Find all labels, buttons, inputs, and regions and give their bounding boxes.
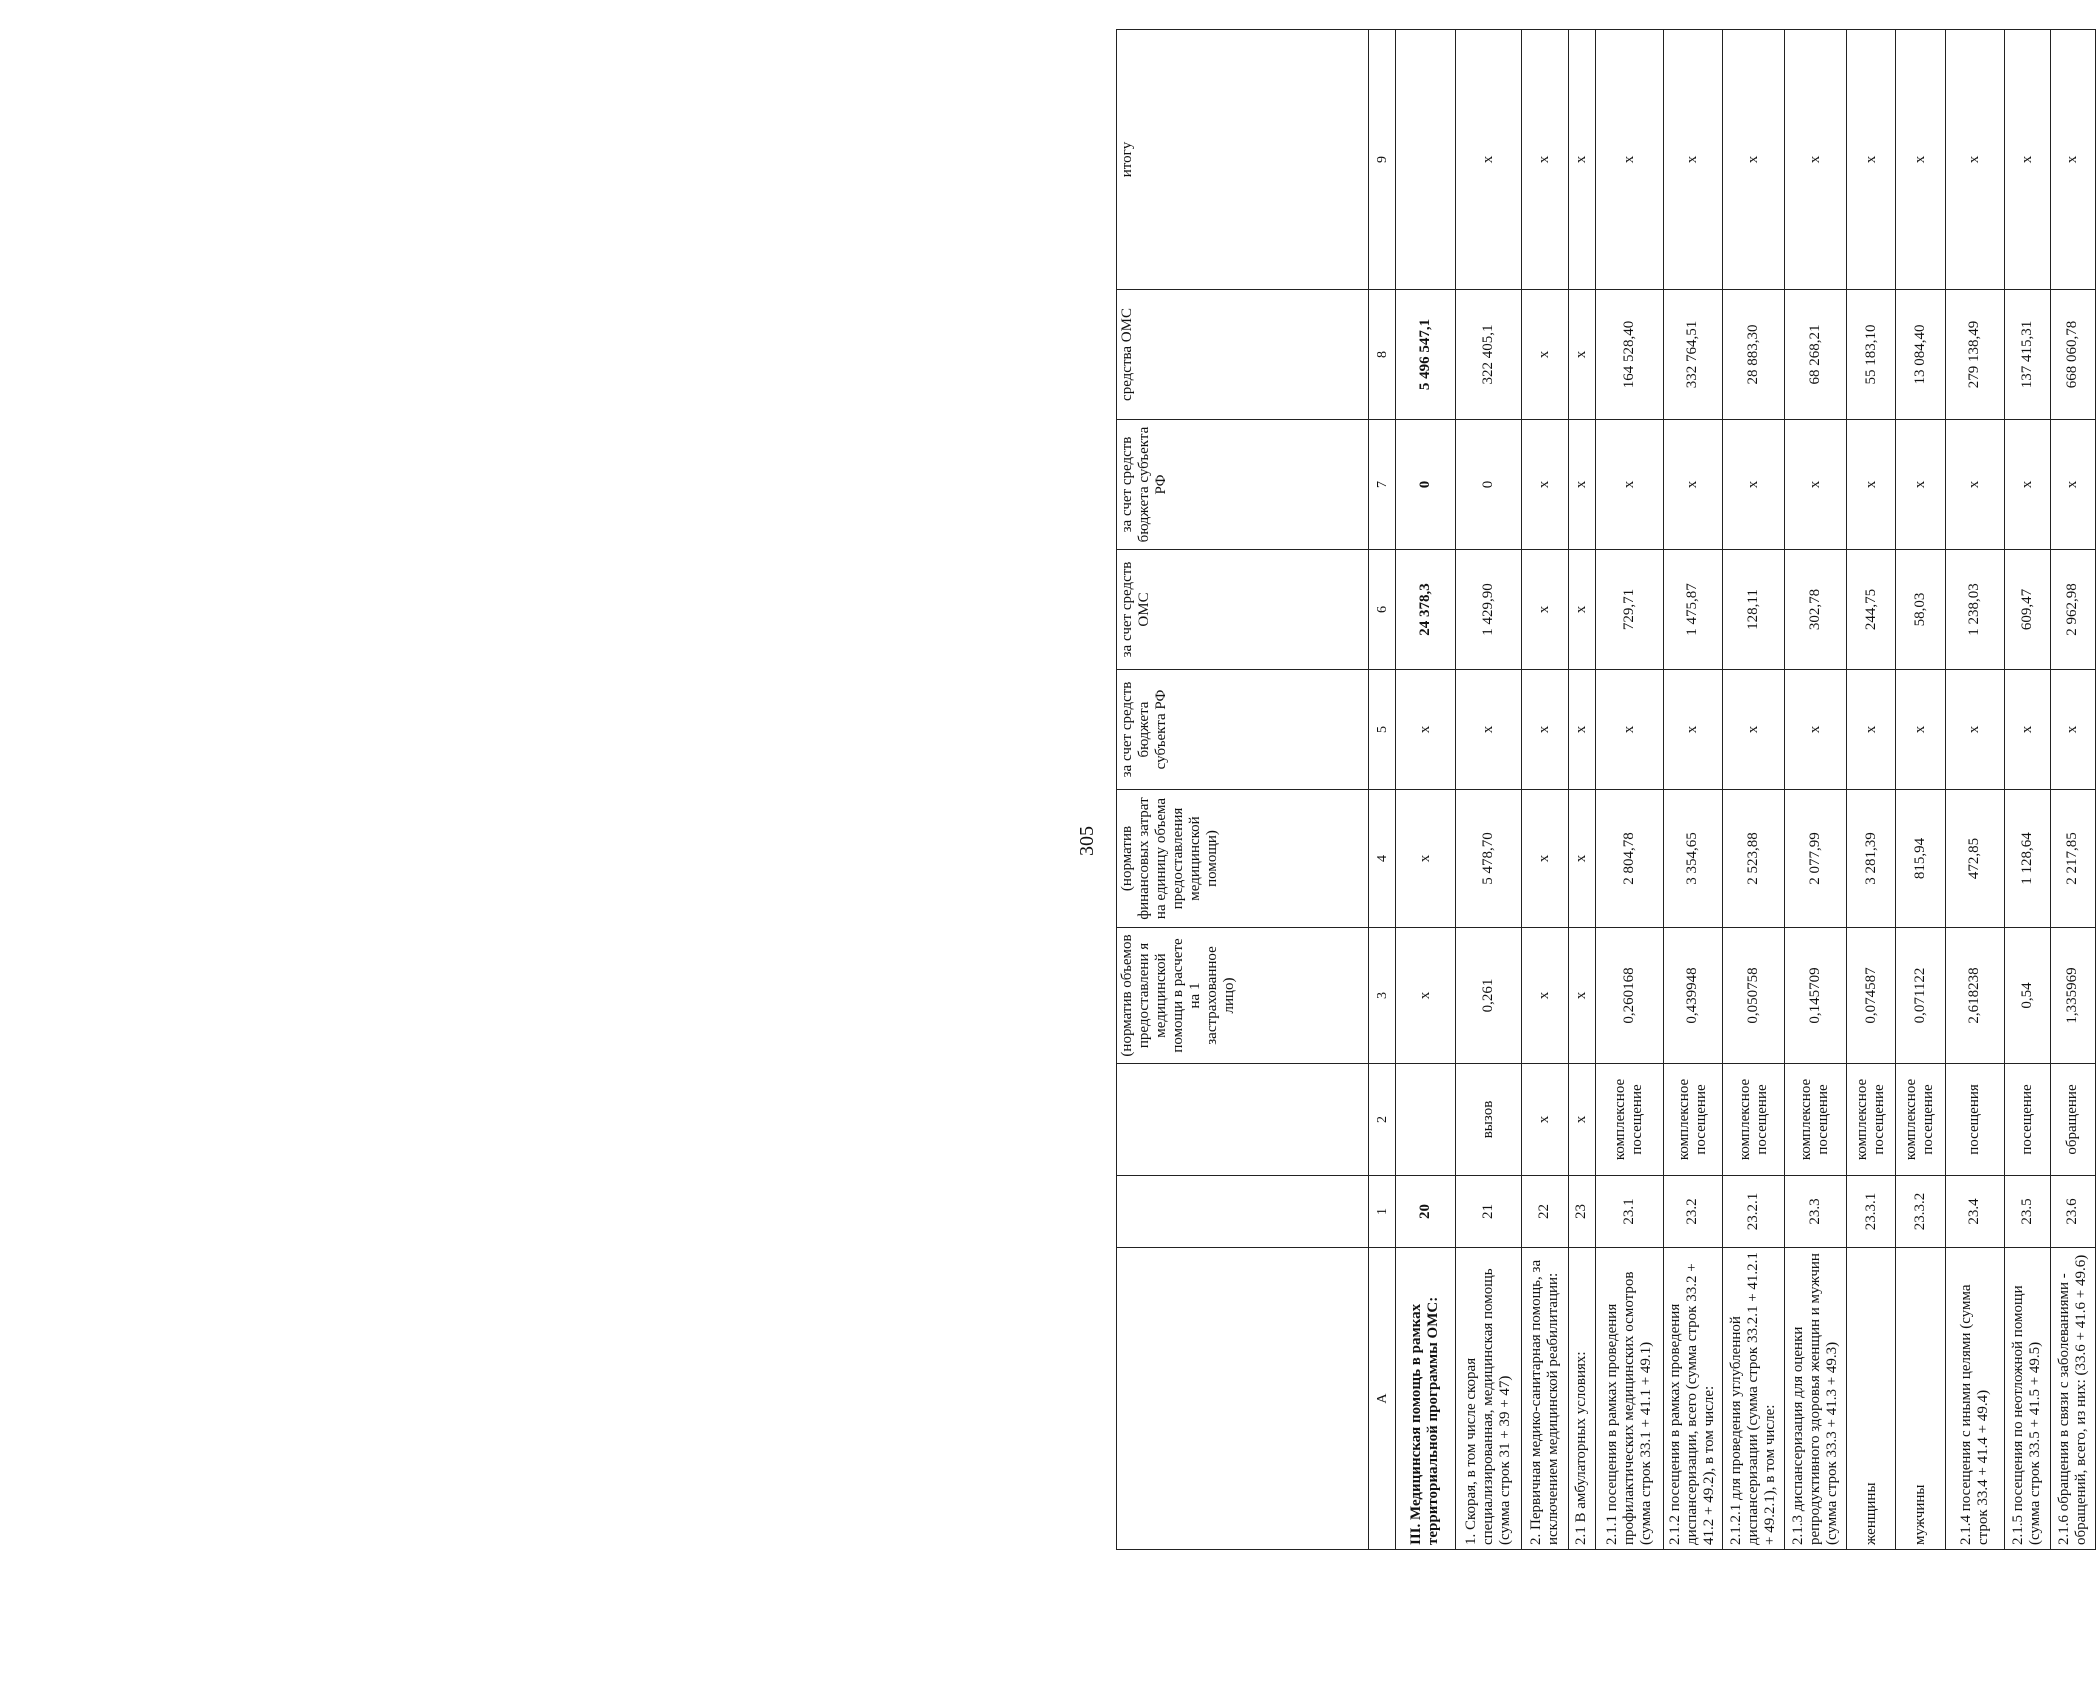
total-share: х bbox=[1521, 30, 1568, 290]
budget-per-capita: х bbox=[1595, 670, 1663, 790]
budget-per-capita: х bbox=[1521, 670, 1568, 790]
colnum: 3 bbox=[1369, 928, 1396, 1064]
column-numbers-row bbox=[1369, 30, 1396, 1550]
total-share: х bbox=[1896, 30, 1945, 290]
table-body bbox=[1395, 30, 2095, 1550]
row-description: 2.1.5 посещения по неотложной помощи (сумма строк 33.5 + 41.5 + 49.5) bbox=[2005, 1248, 2050, 1550]
budget-amount: х bbox=[2050, 420, 2095, 550]
row-description: женщины bbox=[1846, 1248, 1895, 1550]
row-description: 2.1 В амбулаторных условиях: bbox=[1568, 1248, 1595, 1550]
table-row bbox=[1785, 30, 1847, 1550]
cost-norm: 1 128,64 bbox=[2005, 790, 2050, 928]
row-description: 2.1.2.1 для проведения углубленной диспансеризации (сумма строк 33.2.1 + 41.2.1 + 49.2.1), в том числе: bbox=[1723, 1248, 1785, 1550]
header-col-3: (норматив объемов предоставлени я медицинской помощи в расчете на 1 застрахованное лицо) bbox=[1117, 928, 1369, 1064]
total-share: х bbox=[1595, 30, 1663, 290]
unit-of-measure: комплексное посещение bbox=[1846, 1064, 1895, 1176]
budget-amount: х bbox=[1785, 420, 1847, 550]
unit-of-measure: х bbox=[1568, 1064, 1595, 1176]
volume-norm: 0,145709 bbox=[1785, 928, 1847, 1064]
oms-amount: 137 415,31 bbox=[2005, 290, 2050, 420]
budget-per-capita: х bbox=[1896, 670, 1945, 790]
colnum: 6 bbox=[1369, 550, 1396, 670]
budget-amount: х bbox=[1945, 420, 2005, 550]
header-row bbox=[1117, 30, 1369, 1550]
row-description: 2.1.2 посещения в рамках проведения диспансеризации, всего (сумма строк 33.2 + 41.2 + 49.2), в том числе: bbox=[1663, 1248, 1723, 1550]
budget-amount: х bbox=[1896, 420, 1945, 550]
table-row bbox=[2050, 30, 2095, 1550]
oms-amount: 55 183,10 bbox=[1846, 290, 1895, 420]
oms-amount: х bbox=[1568, 290, 1595, 420]
volume-norm: 0,439948 bbox=[1663, 928, 1723, 1064]
header-col-1 bbox=[1117, 1176, 1369, 1248]
volume-norm: х bbox=[1568, 928, 1595, 1064]
budget-per-capita: х bbox=[1663, 670, 1723, 790]
row-number: 23.5 bbox=[2005, 1176, 2050, 1248]
budget-amount: х bbox=[1521, 420, 1568, 550]
header-col-2 bbox=[1117, 1064, 1369, 1176]
oms-per-capita: 1 238,03 bbox=[1945, 550, 2005, 670]
cost-norm: 3 354,65 bbox=[1663, 790, 1723, 928]
header-col-6: за счет средств ОМС bbox=[1117, 550, 1369, 670]
oms-amount: 68 268,21 bbox=[1785, 290, 1847, 420]
oms-per-capita: 244,75 bbox=[1846, 550, 1895, 670]
rotated-page-content bbox=[1116, 30, 2096, 1550]
total-share: х bbox=[2050, 30, 2095, 290]
budget-amount: х bbox=[1595, 420, 1663, 550]
cost-norm: х bbox=[1395, 790, 1455, 928]
header-col-8: средства ОМС bbox=[1117, 290, 1369, 420]
total-share: х bbox=[1663, 30, 1723, 290]
total-share bbox=[1395, 30, 1455, 290]
cost-norm: 5 478,70 bbox=[1455, 790, 1521, 928]
table-row bbox=[1945, 30, 2005, 1550]
row-number: 23.3 bbox=[1785, 1176, 1847, 1248]
unit-of-measure: вызов bbox=[1455, 1064, 1521, 1176]
table-row bbox=[1595, 30, 1663, 1550]
table-row bbox=[1455, 30, 1521, 1550]
table-row bbox=[2005, 30, 2050, 1550]
table-row bbox=[1846, 30, 1895, 1550]
header-col-4: (норматив финансовых затрат на единицу объема предоставления медицинской помощи) bbox=[1117, 790, 1369, 928]
volume-norm: 2,618238 bbox=[1945, 928, 2005, 1064]
row-description: 2.1.3 диспансеризация для оценки репродуктивного здоровья женщин и мужчин (сумма строк 33.3 + 41.3 + 49.3) bbox=[1785, 1248, 1847, 1550]
oms-per-capita: х bbox=[1521, 550, 1568, 670]
oms-per-capita: 302,78 bbox=[1785, 550, 1847, 670]
total-share: х bbox=[1455, 30, 1521, 290]
cost-norm: х bbox=[1568, 790, 1595, 928]
unit-of-measure: х bbox=[1521, 1064, 1568, 1176]
volume-norm: 0,074587 bbox=[1846, 928, 1895, 1064]
header-col-7: за счет средств бюджета субъекта РФ bbox=[1117, 420, 1369, 550]
row-number: 23 bbox=[1568, 1176, 1595, 1248]
table-row bbox=[1521, 30, 1568, 1550]
unit-of-measure bbox=[1395, 1064, 1455, 1176]
colnum: 8 bbox=[1369, 290, 1396, 420]
unit-of-measure: комплексное посещение bbox=[1785, 1064, 1847, 1176]
budget-per-capita: х bbox=[2050, 670, 2095, 790]
budget-per-capita: х bbox=[1395, 670, 1455, 790]
row-description: 2.1.4 посещения с иными целями (сумма строк 33.4 + 41.4 + 49.4) bbox=[1945, 1248, 2005, 1550]
unit-of-measure: посещения bbox=[1945, 1064, 2005, 1176]
oms-amount: 332 764,51 bbox=[1663, 290, 1723, 420]
volume-norm: 0,54 bbox=[2005, 928, 2050, 1064]
colnum: 1 bbox=[1369, 1176, 1396, 1248]
row-number: 23.3.2 bbox=[1896, 1176, 1945, 1248]
budget-amount: х bbox=[1723, 420, 1785, 550]
row-number: 22 bbox=[1521, 1176, 1568, 1248]
oms-per-capita: 58,03 bbox=[1896, 550, 1945, 670]
oms-per-capita: х bbox=[1568, 550, 1595, 670]
cost-norm: 815,94 bbox=[1896, 790, 1945, 928]
oms-per-capita: 609,47 bbox=[2005, 550, 2050, 670]
oms-amount: 668 060,78 bbox=[2050, 290, 2095, 420]
total-share: х bbox=[1945, 30, 2005, 290]
colnum: 2 bbox=[1369, 1064, 1396, 1176]
colnum: 4 bbox=[1369, 790, 1396, 928]
oms-per-capita: 128,11 bbox=[1723, 550, 1785, 670]
row-number: 23.6 bbox=[2050, 1176, 2095, 1248]
row-number: 23.2 bbox=[1663, 1176, 1723, 1248]
unit-of-measure: комплексное посещение bbox=[1896, 1064, 1945, 1176]
row-number: 23.3.1 bbox=[1846, 1176, 1895, 1248]
budget-per-capita: х bbox=[1455, 670, 1521, 790]
volume-norm: х bbox=[1521, 928, 1568, 1064]
budget-amount: 0 bbox=[1395, 420, 1455, 550]
cost-norm: 2 804,78 bbox=[1595, 790, 1663, 928]
row-number: 23.2.1 bbox=[1723, 1176, 1785, 1248]
header-col-a bbox=[1117, 1248, 1369, 1550]
colnum: 5 bbox=[1369, 670, 1396, 790]
oms-per-capita: 2 962,98 bbox=[2050, 550, 2095, 670]
volume-norm: 0,261 bbox=[1455, 928, 1521, 1064]
row-number: 21 bbox=[1455, 1176, 1521, 1248]
table-row bbox=[1663, 30, 1723, 1550]
table-row bbox=[1568, 30, 1595, 1550]
budget-per-capita: х bbox=[1568, 670, 1595, 790]
cost-norm: 2 217,85 bbox=[2050, 790, 2095, 928]
unit-of-measure: комплексное посещение bbox=[1723, 1064, 1785, 1176]
page-number: 305 bbox=[1076, 826, 1098, 856]
total-share: х bbox=[1785, 30, 1847, 290]
oms-per-capita: 1 475,87 bbox=[1663, 550, 1723, 670]
row-number: 23.1 bbox=[1595, 1176, 1663, 1248]
budget-per-capita: х bbox=[1846, 670, 1895, 790]
cost-norm: 3 281,39 bbox=[1846, 790, 1895, 928]
row-description: 2.1.6 обращения в связи с заболеваниями - обращений, всего, из них: (33.6 + 41.6 + 49.6) bbox=[2050, 1248, 2095, 1550]
oms-amount: 279 138,49 bbox=[1945, 290, 2005, 420]
cost-norm: 2 077,99 bbox=[1785, 790, 1847, 928]
row-description: мужчины bbox=[1896, 1248, 1945, 1550]
cost-norm: х bbox=[1521, 790, 1568, 928]
row-number: 20 bbox=[1395, 1176, 1455, 1248]
budget-per-capita: х bbox=[1785, 670, 1847, 790]
header-col-5: за счет средств бюджета субъекта РФ bbox=[1117, 670, 1369, 790]
colnum: А bbox=[1369, 1248, 1396, 1550]
cost-norm: 472,85 bbox=[1945, 790, 2005, 928]
table-row bbox=[1395, 30, 1455, 1550]
oms-amount: 5 496 547,1 bbox=[1395, 290, 1455, 420]
volume-norm: 0,260168 bbox=[1595, 928, 1663, 1064]
colnum: 7 bbox=[1369, 420, 1396, 550]
volume-norm: 0,071122 bbox=[1896, 928, 1945, 1064]
oms-amount: 13 084,40 bbox=[1896, 290, 1945, 420]
budget-per-capita: х bbox=[1945, 670, 2005, 790]
total-share: х bbox=[1723, 30, 1785, 290]
budget-per-capita: х bbox=[2005, 670, 2050, 790]
table-row bbox=[1896, 30, 1945, 1550]
budget-amount: х bbox=[2005, 420, 2050, 550]
unit-of-measure: обращение bbox=[2050, 1064, 2095, 1176]
volume-norm: 1,335969 bbox=[2050, 928, 2095, 1064]
oms-amount: х bbox=[1521, 290, 1568, 420]
oms-per-capita: 24 378,3 bbox=[1395, 550, 1455, 670]
oms-per-capita: 1 429,90 bbox=[1455, 550, 1521, 670]
total-share: х bbox=[1846, 30, 1895, 290]
budget-per-capita: х bbox=[1723, 670, 1785, 790]
header-col-9: итогу bbox=[1117, 30, 1369, 290]
row-description: 2.1.1 посещения в рамках проведения профилактических медицинских осмотров (сумма строк 33.1 + 41.1 + 49.1) bbox=[1595, 1248, 1663, 1550]
total-share: х bbox=[2005, 30, 2050, 290]
volume-norm: х bbox=[1395, 928, 1455, 1064]
volume-norm: 0,050758 bbox=[1723, 928, 1785, 1064]
row-description: III. Медицинская помощь в рамках территориальной программы ОМС: bbox=[1395, 1248, 1455, 1550]
unit-of-measure: комплексное посещение bbox=[1595, 1064, 1663, 1176]
oms-amount: 322 405,1 bbox=[1455, 290, 1521, 420]
unit-of-measure: посещение bbox=[2005, 1064, 2050, 1176]
colnum: 9 bbox=[1369, 30, 1396, 290]
row-description: 2. Первичная медико-санитарная помощь, за исключением медицинской реабилитации: bbox=[1521, 1248, 1568, 1550]
oms-per-capita: 729,71 bbox=[1595, 550, 1663, 670]
row-description: 1. Скорая, в том числе скорая специализированная, медицинская помощь (сумма строк 31 + 39 + 47) bbox=[1455, 1248, 1521, 1550]
unit-of-measure: комплексное посещение bbox=[1663, 1064, 1723, 1176]
oms-amount: 164 528,40 bbox=[1595, 290, 1663, 420]
budget-amount: х bbox=[1663, 420, 1723, 550]
budget-amount: х bbox=[1846, 420, 1895, 550]
budget-amount: х bbox=[1568, 420, 1595, 550]
cost-norm: 2 523,88 bbox=[1723, 790, 1785, 928]
budget-amount: 0 bbox=[1455, 420, 1521, 550]
table-row bbox=[1723, 30, 1785, 1550]
total-share: х bbox=[1568, 30, 1595, 290]
financing-table bbox=[1116, 29, 2096, 1550]
row-number: 23.4 bbox=[1945, 1176, 2005, 1248]
oms-amount: 28 883,30 bbox=[1723, 290, 1785, 420]
